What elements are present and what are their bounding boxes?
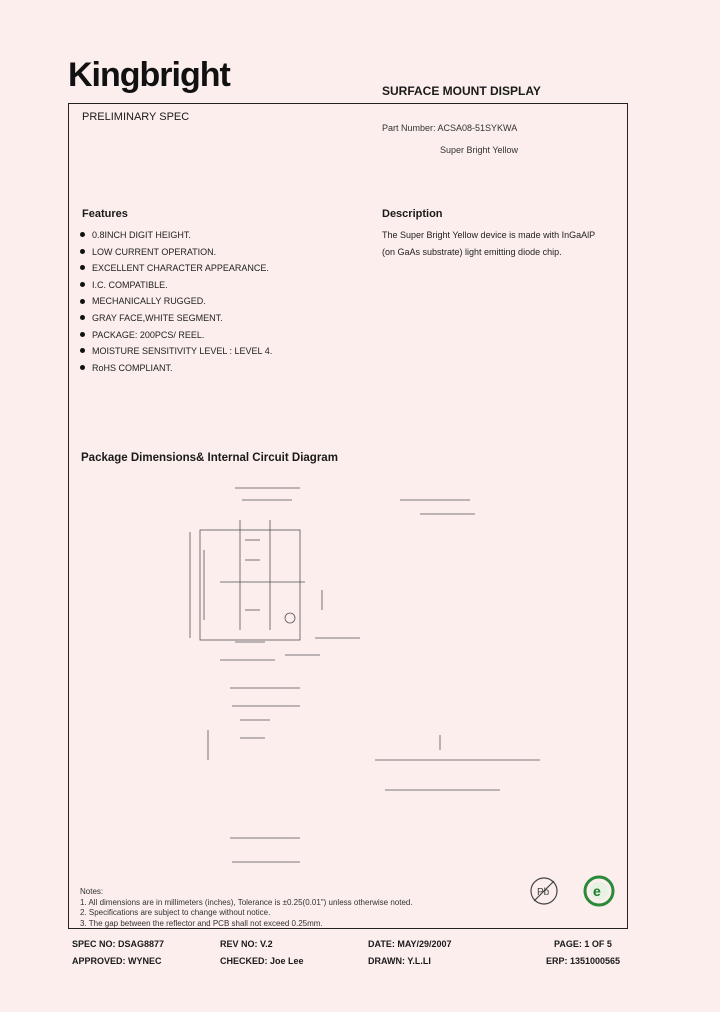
bullet-icon: [80, 315, 85, 320]
feature-item: 0.8INCH DIGIT HEIGHT.: [80, 227, 272, 244]
feature-item: RoHS COMPLIANT.: [80, 360, 272, 377]
feature-item: LOW CURRENT OPERATION.: [80, 244, 272, 261]
feature-item: MECHANICALLY RUGGED.: [80, 293, 272, 310]
compliance-marks: [526, 872, 626, 912]
emitting-color: Super Bright Yellow: [440, 145, 519, 155]
feature-item: I.C. COMPATIBLE.: [80, 277, 272, 294]
pb-free-icon: [531, 878, 557, 904]
e-recycle-icon: [585, 877, 613, 905]
bullet-icon: [80, 232, 85, 237]
drawn-by: DRAWN: Y.L.LI: [368, 956, 431, 966]
note-item: 3. The gap between the reflector and PCB shall not exceed 0.25mm.: [80, 918, 323, 928]
erp-number: ERP: 1351000565: [546, 956, 621, 966]
checked-by: CHECKED: Joe Lee: [220, 956, 304, 966]
note-item: 1. All dimensions are in millimeters (inches), Tolerance is ±0.25(0.01") unless otherwise noted.: [80, 897, 413, 907]
features-heading: Features: [82, 208, 128, 220]
feature-item: PACKAGE: 200PCS/ REEL.: [80, 327, 272, 344]
approved-by: APPROVED: WYNEC: [72, 956, 162, 966]
description-line: The Super Bright Yellow device is made with InGaAlP: [382, 230, 596, 240]
package-dimension-drawing: [160, 470, 560, 880]
spec-status: PRELIMINARY SPEC: [82, 111, 190, 123]
bullet-icon: [80, 332, 85, 337]
bullet-icon: [80, 265, 85, 270]
kingbright-logo: Kingbright: [68, 56, 230, 94]
description-text: [382, 227, 622, 261]
revision-number: REV NO: V.2: [220, 939, 273, 949]
feature-item: MOISTURE SENSITIVITY LEVEL : LEVEL 4.: [80, 343, 272, 360]
svg-text:e: e: [593, 883, 601, 899]
note-item: 2. Specifications are subject to change without notice.: [80, 908, 271, 917]
bullet-icon: [80, 299, 85, 304]
svg-text:Pb: Pb: [537, 887, 550, 898]
bullet-icon: [80, 282, 85, 287]
page-number: PAGE: 1 OF 5: [554, 939, 612, 949]
feature-item: GRAY FACE,WHITE SEGMENT.: [80, 310, 272, 327]
spec-number: SPEC NO: DSAG8877: [72, 939, 165, 949]
part-number: Part Number: ACSA08-51SYKWA: [382, 123, 518, 133]
package-heading: Package Dimensions& Internal Circuit Diagram: [81, 452, 338, 464]
notes-title: Notes:: [80, 887, 104, 896]
document-type: SURFACE MOUNT DISPLAY: [382, 84, 541, 98]
description-line: (on GaAs substrate) light emitting diode chip.: [382, 247, 562, 257]
bullet-icon: [80, 249, 85, 254]
feature-item: EXCELLENT CHARACTER APPEARANCE.: [80, 260, 272, 277]
bullet-icon: [80, 348, 85, 353]
document-date: DATE: MAY/29/2007: [368, 939, 452, 949]
description-heading: Description: [382, 208, 443, 220]
notes: [80, 887, 413, 929]
features-list: [80, 227, 272, 376]
bullet-icon: [80, 365, 85, 370]
